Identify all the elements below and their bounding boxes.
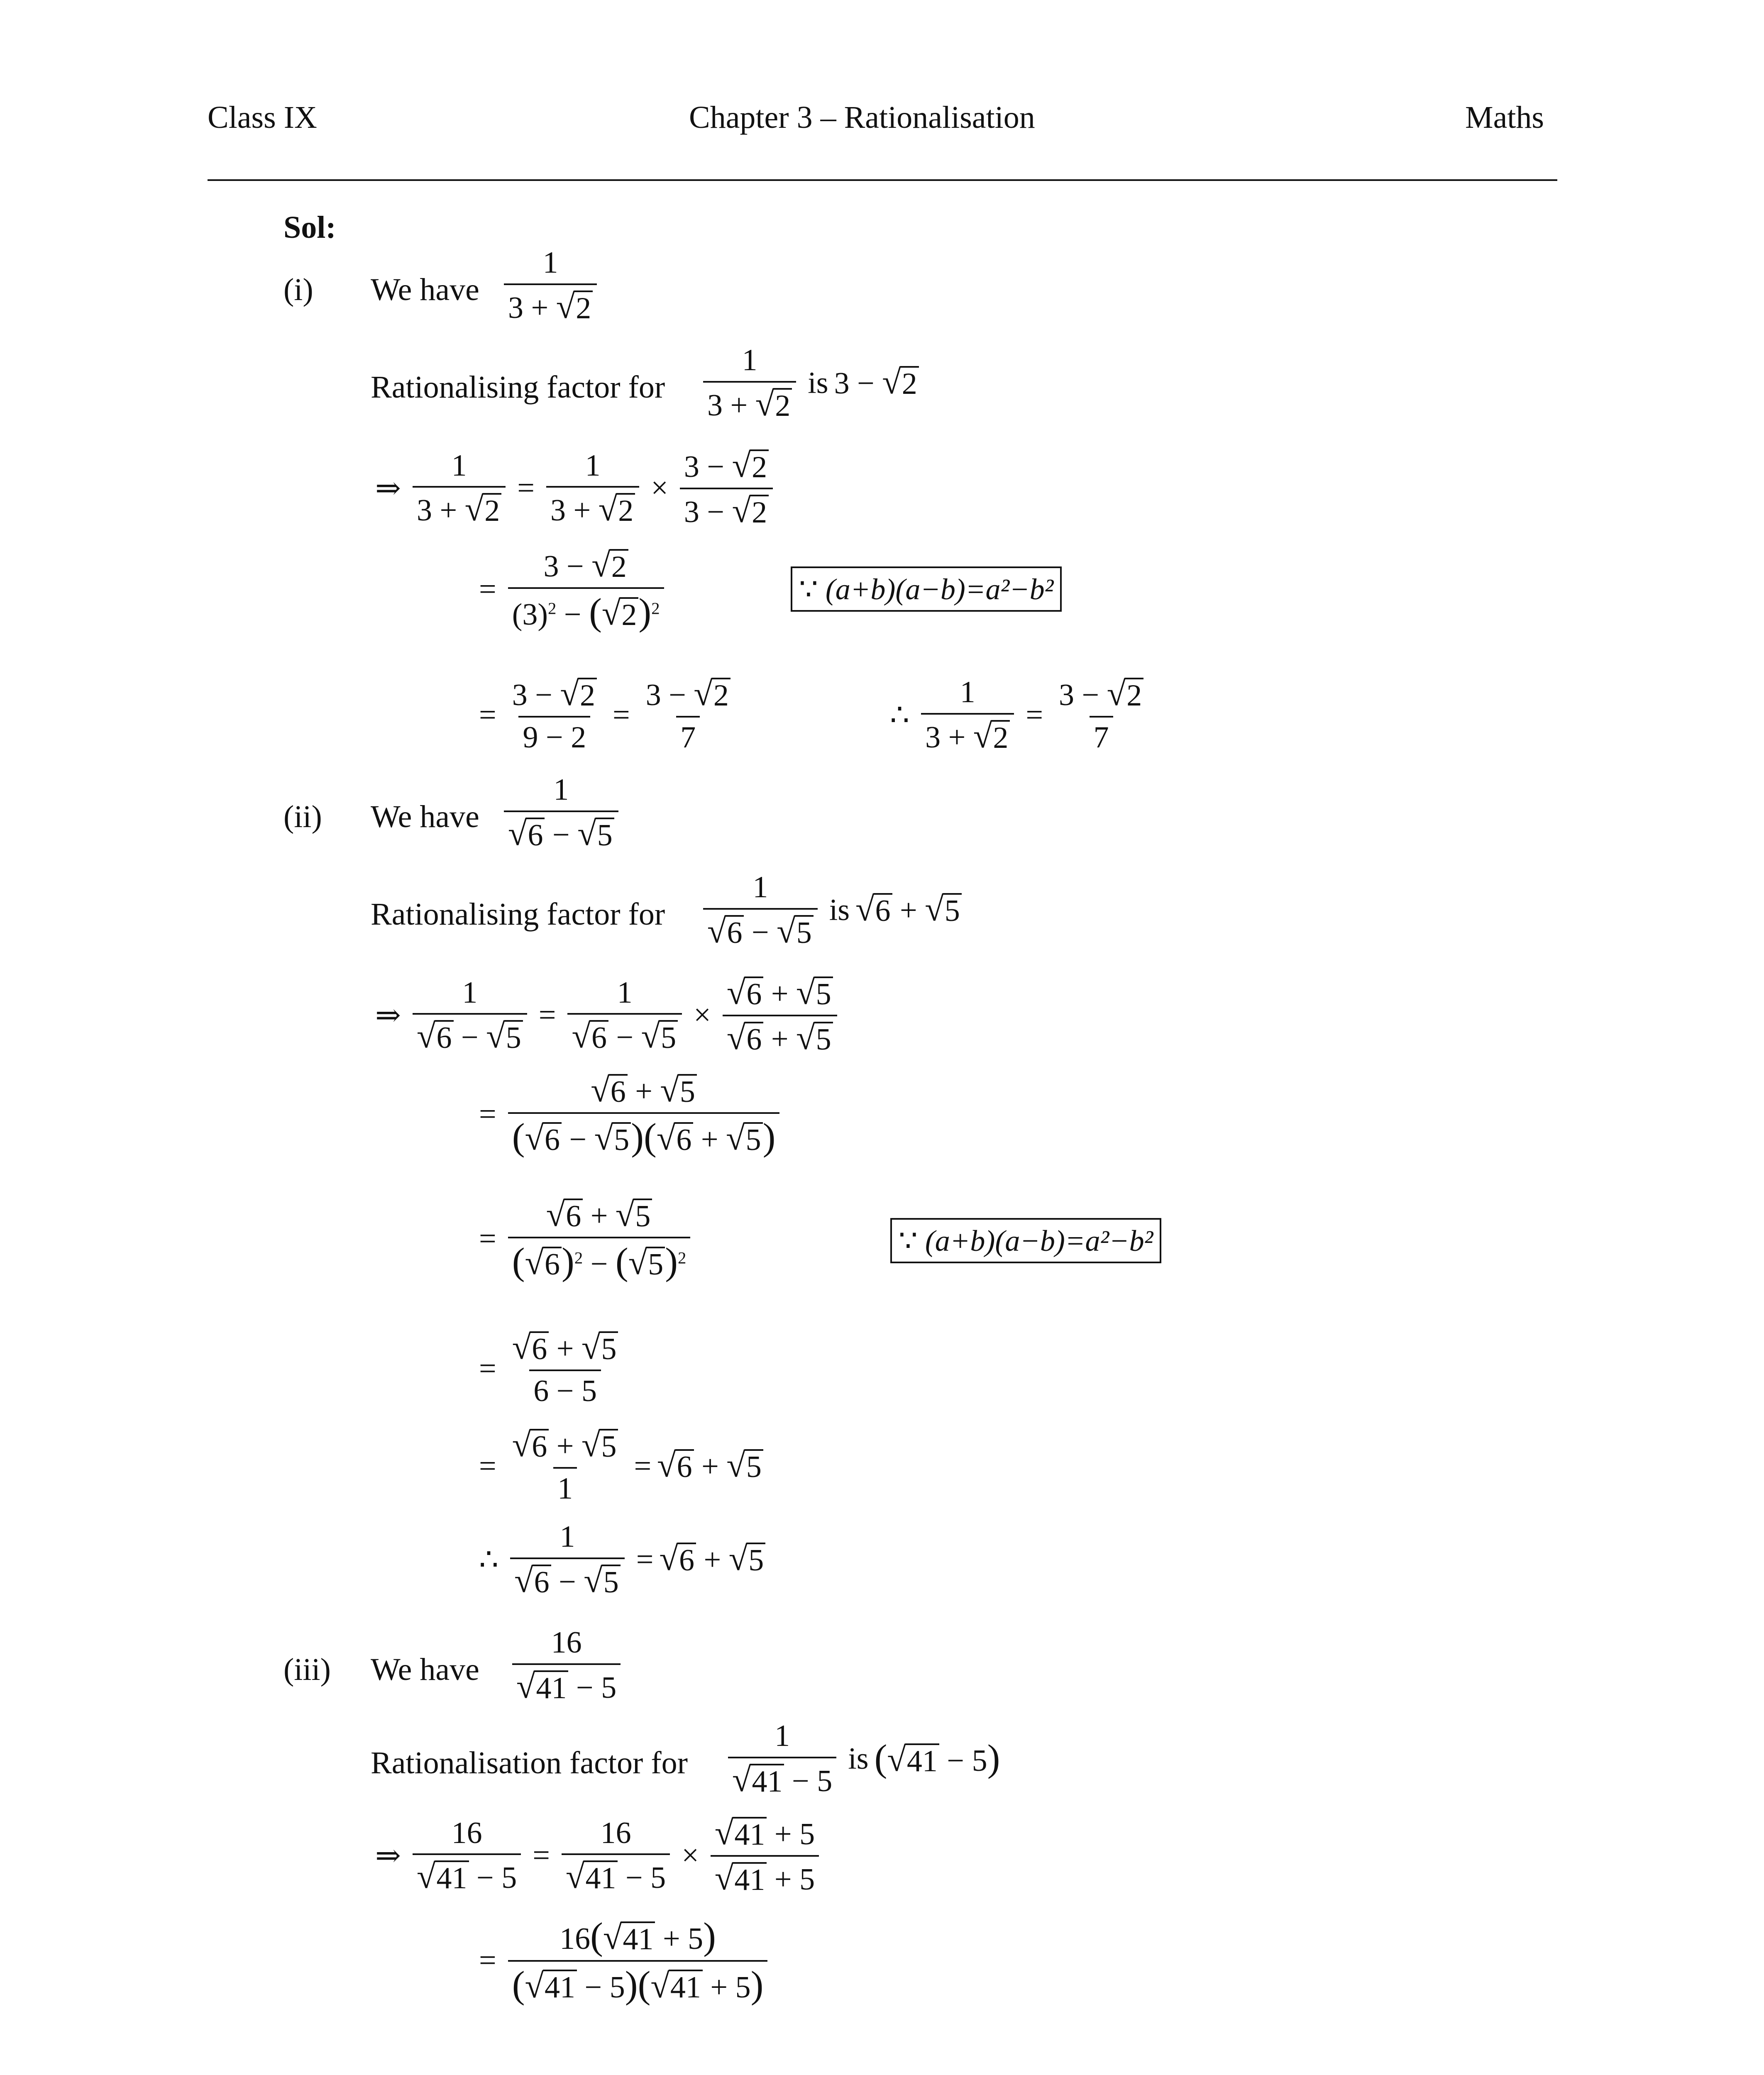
part-i-intro: We have bbox=[371, 272, 479, 307]
part-ii-step1: ⇒ 1 √ 6 − √ 5 = 1 √ 6 − √ 5 × √ 6 + √ 5 √ 6 + √ 5 bbox=[369, 975, 843, 1055]
part-i-rf: 1 3 + √ 2 is 3 − √ 2 bbox=[697, 344, 919, 422]
header-chapter: Chapter 3 – Rationalisation bbox=[689, 100, 1035, 135]
part-i-step3: = 3 − √ 2 9 − 2 = 3 − √ 2 7 bbox=[473, 676, 740, 754]
part-iii-intro: We have bbox=[371, 1652, 479, 1687]
part-ii-rf-text: Rationalising factor for bbox=[371, 897, 665, 932]
part-ii-label: (ii) bbox=[283, 799, 322, 834]
part-ii-step5: = √ 6 + √ 5 1 = √ 6 + √ 5 bbox=[473, 1428, 763, 1505]
part-ii-step4: = √ 6 + √ 5 6 − 5 bbox=[473, 1330, 628, 1407]
part-i-given: 1 3 + √ 2 bbox=[498, 247, 603, 324]
part-iii-step2: = 16( √ 41 + 5) ( √ 41 − 5)( √ 41 + 5) bbox=[473, 1917, 773, 2004]
part-iii-step1: ⇒ 16 √ 41 − 5 = 16 √ 41 − 5 × √ 41 + 5 √ 41 + 5 bbox=[369, 1816, 825, 1896]
header-class: Class IX bbox=[208, 100, 317, 135]
header-subject: Maths bbox=[1465, 100, 1544, 135]
part-ii-conclusion: ∴ 1 √ 6 − √ 5 = √ 6 + √ 5 bbox=[473, 1521, 765, 1598]
part-ii-step3: = √ 6 + √ 5 ( √ 6 )$^2$ − ( √ 5 )$^2$ bbox=[473, 1197, 696, 1281]
part-iii-given: 16 √ 41 − 5 bbox=[506, 1627, 626, 1704]
part-i-rf-text: Rationalising factor for bbox=[371, 370, 665, 405]
part-i-conclusion: ∴ 1 3 + √ 2 = 3 − √ 2 7 bbox=[884, 676, 1153, 754]
part-iii-label: (iii) bbox=[283, 1652, 331, 1687]
part-ii-rf: 1 √ 6 − √ 5 is √ 6 + √ 5 bbox=[697, 872, 962, 949]
part-ii-given: 1 √ 6 − √ 5 bbox=[498, 774, 624, 851]
solution-label: Sol: bbox=[283, 210, 336, 245]
part-i-identity-box: ∵ (a+b)(a−b)=a²−b² bbox=[791, 566, 1062, 612]
part-ii-intro: We have bbox=[371, 799, 479, 834]
part-ii-step2: = √ 6 + √ 5 ( √ 6 − √ 5 )( √ 6 + √ 5 ) bbox=[473, 1073, 785, 1156]
header-rule bbox=[208, 179, 1557, 181]
part-i-step2: = 3 − √ 2 $(3)^2$ − ( √ 2 )$^2$ bbox=[473, 548, 670, 631]
part-ii-identity-box: ∵ (a+b)(a−b)=a²−b² bbox=[890, 1218, 1161, 1263]
part-i-label: (i) bbox=[283, 272, 313, 307]
part-iii-rf: 1 √ 41 − 5 is ( √ 41 − 5) bbox=[722, 1720, 1000, 1797]
part-i-step1: ⇒ 1 3 + √ 2 = 1 3 + √ 2 × 3 − √ 2 3 − √ 2 bbox=[369, 448, 779, 528]
part-iii-rf-text: Rationalisation factor for bbox=[371, 1745, 688, 1780]
